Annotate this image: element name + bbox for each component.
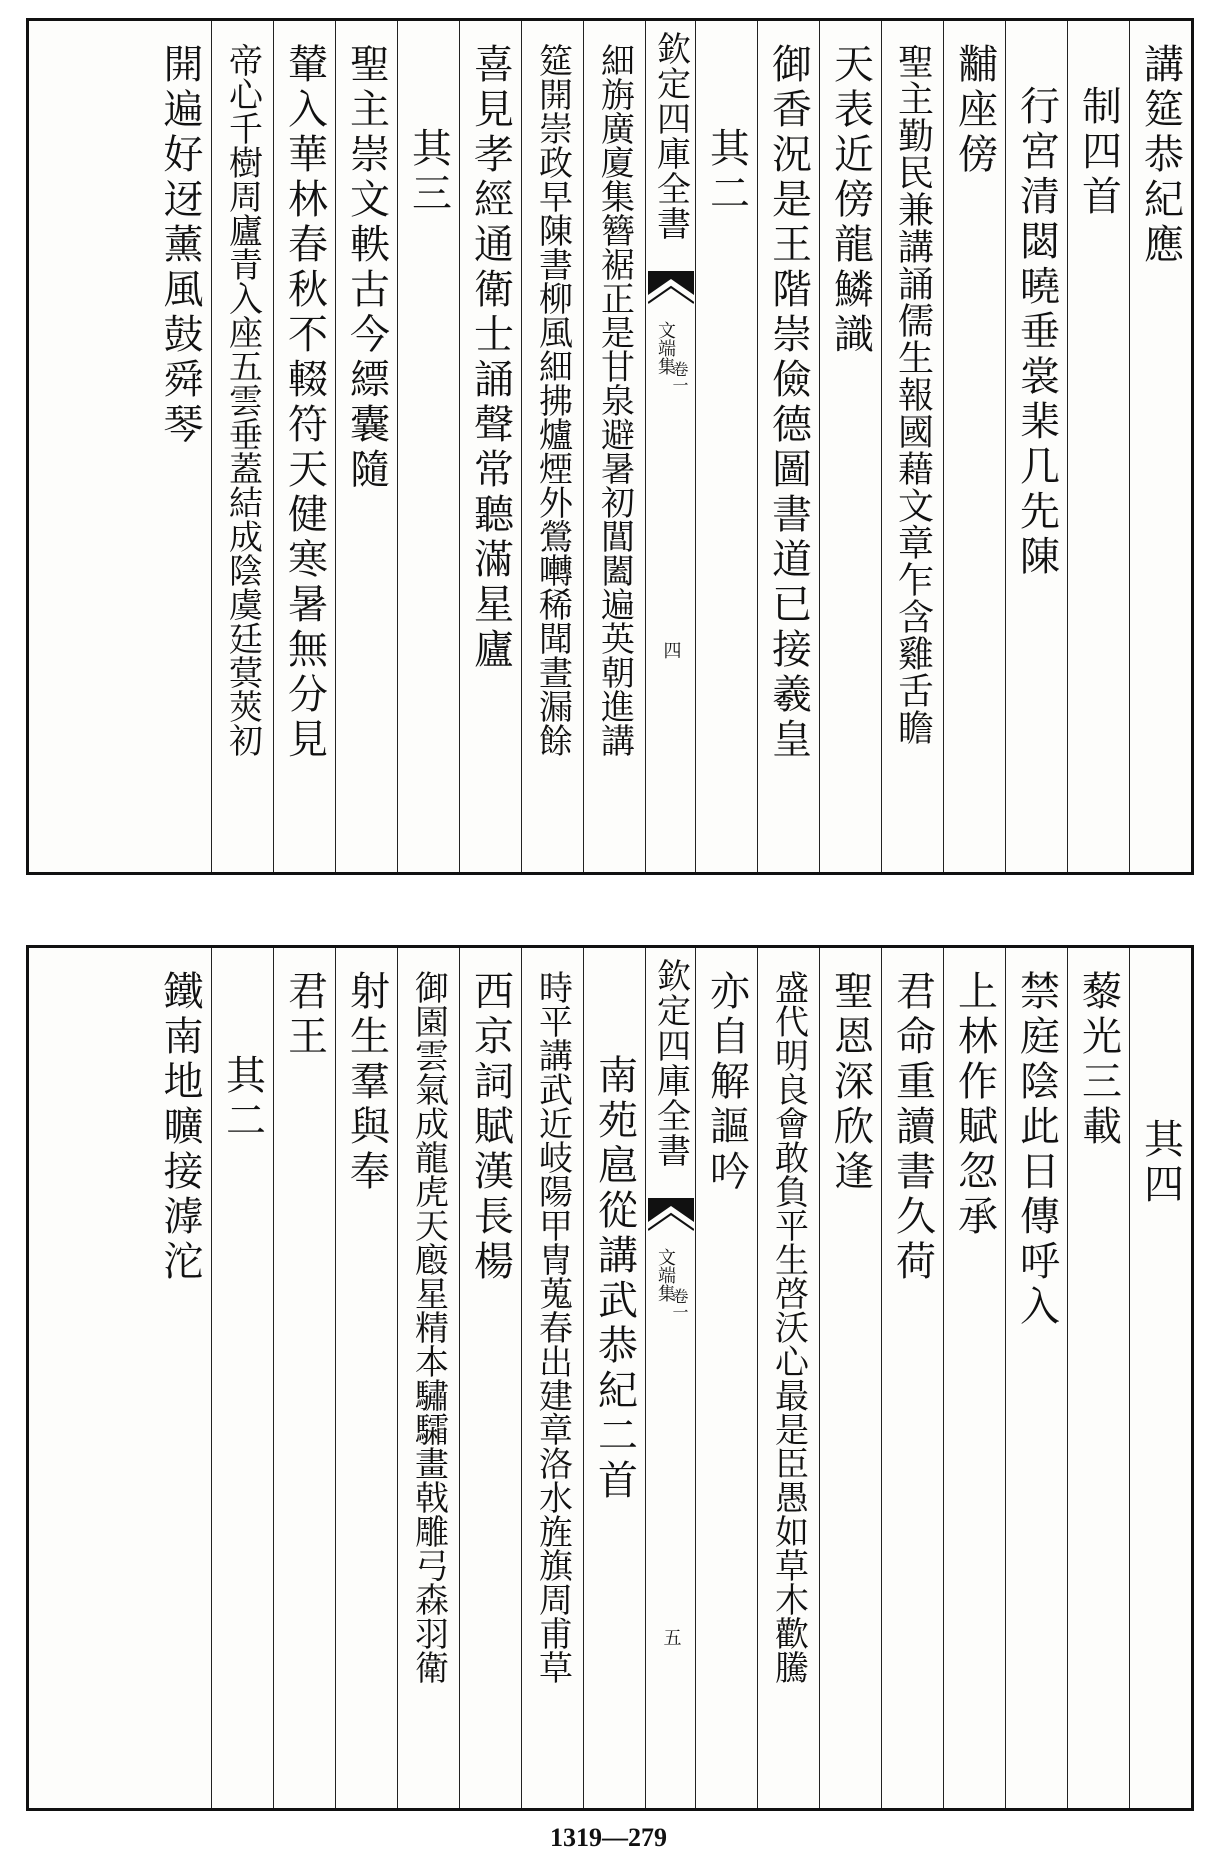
column-text: 上林作賦忽承 — [951, 970, 998, 1240]
book-fold-strip — [645, 948, 695, 1808]
book-title: 欽定四庫全書 — [650, 958, 691, 1168]
text-column — [1067, 21, 1129, 872]
text-column — [335, 21, 397, 872]
column-text: 西京詞賦漢長楊 — [467, 970, 514, 1285]
text-column — [397, 21, 459, 872]
volume-label: 卷一 — [670, 361, 689, 393]
column-text: 亦自解謳吟 — [703, 970, 750, 1195]
column-text: 講筵恭紀應 — [1137, 43, 1184, 268]
column-text: 禁庭陰此日傳呼入 — [1013, 970, 1060, 1330]
top-page-panel — [26, 18, 1194, 875]
column-text: 其四 — [1137, 1118, 1184, 1208]
bottom-text-columns — [29, 948, 1191, 1808]
column-text: 君命重讀書久荷 — [889, 970, 936, 1285]
column-text: 黼座傍 — [951, 43, 998, 178]
column-text: 聖主勤民兼講誦儒生報國藉文章乍含雞舌瞻 — [892, 43, 934, 746]
text-column — [1129, 948, 1191, 1808]
page-number: 1319—279 — [550, 1823, 667, 1852]
text-column — [881, 21, 943, 872]
column-text: 行宮清閟曉垂裳棐几先陳 — [1013, 85, 1060, 580]
text-column — [211, 948, 273, 1808]
text-column — [459, 21, 521, 872]
column-text: 射生羣與奉 — [343, 970, 390, 1195]
column-text: 南苑扈從講武恭紀二首 — [591, 1054, 638, 1504]
leaf-number: 四 — [660, 641, 682, 659]
leaf-number: 五 — [660, 1628, 682, 1646]
top-text-columns — [29, 21, 1191, 872]
text-column — [943, 948, 1005, 1808]
text-column — [819, 948, 881, 1808]
column-text: 其二 — [703, 127, 750, 217]
text-column — [521, 21, 583, 872]
fishtail-icon — [648, 1198, 694, 1236]
column-text: 筵開崇政早陳書柳風細拂爐煙外鶯囀稀聞晝漏餘 — [532, 43, 573, 757]
text-column — [695, 948, 757, 1808]
column-text: 天表近傍龍鱗識 — [827, 43, 874, 358]
text-column — [881, 948, 943, 1808]
bottom-page-panel — [26, 945, 1194, 1811]
collection-name: 文端集 — [655, 1248, 676, 1302]
column-text: 輦入華林春秋不輟符天健寒暑無分見 — [281, 43, 328, 763]
column-text: 御園雲氣成龍虎天廏星精本驌驦畫戟雕弓森羽衛 — [408, 970, 449, 1684]
text-column — [149, 948, 211, 1808]
text-column — [819, 21, 881, 872]
text-column — [1005, 21, 1067, 872]
text-column — [397, 948, 459, 1808]
column-text: 帝心千樹周廬青入座五雲垂蓋結成陰虞廷蓂莢初 — [222, 43, 263, 757]
collection-name: 文端集 — [655, 321, 676, 375]
fishtail-icon — [648, 271, 694, 309]
text-column — [1067, 948, 1129, 1808]
column-text: 細旃廣廈集簪裾正是甘泉避暑初閶闔遍英朝進講 — [594, 43, 635, 757]
text-column — [943, 21, 1005, 872]
column-text: 其三 — [405, 127, 452, 217]
column-text: 聖主崇文軼古今縹囊隨 — [343, 43, 390, 493]
text-column — [273, 948, 335, 1808]
column-text: 盛代明良會敢負平生啓沃心最是臣愚如草木歡騰 — [768, 970, 809, 1684]
text-column — [757, 21, 819, 872]
column-text: 制四首 — [1075, 85, 1122, 220]
text-column — [149, 21, 211, 872]
column-text: 御香況是王階崇儉德圖書道已接羲皇 — [765, 43, 812, 763]
text-column — [1129, 21, 1191, 872]
text-column — [695, 21, 757, 872]
column-text: 開遍好迓薰風鼓舜琴 — [157, 43, 203, 448]
column-text: 藜光三載 — [1075, 970, 1122, 1150]
text-column — [583, 21, 645, 872]
text-column — [583, 948, 645, 1808]
column-text: 聖恩深欣逢 — [827, 970, 874, 1195]
text-column — [521, 948, 583, 1808]
column-text: 鐵南地曠接滹沱 — [157, 970, 203, 1285]
text-column — [459, 948, 521, 1808]
book-title: 欽定四庫全書 — [650, 31, 691, 241]
column-text: 君王 — [281, 970, 328, 1060]
text-column — [335, 948, 397, 1808]
column-text: 喜見孝經通衛士誦聲常聽滿星廬 — [467, 43, 514, 673]
volume-label: 卷一 — [670, 1288, 689, 1320]
text-column — [211, 21, 273, 872]
column-text: 其二 — [219, 1054, 266, 1144]
column-text: 時平講武近岐陽甲冑蒐春出建章洛水旌旗周甫草 — [532, 970, 573, 1684]
book-fold-strip — [645, 21, 695, 872]
text-column — [1005, 948, 1067, 1808]
text-column — [757, 948, 819, 1808]
text-column — [273, 21, 335, 872]
